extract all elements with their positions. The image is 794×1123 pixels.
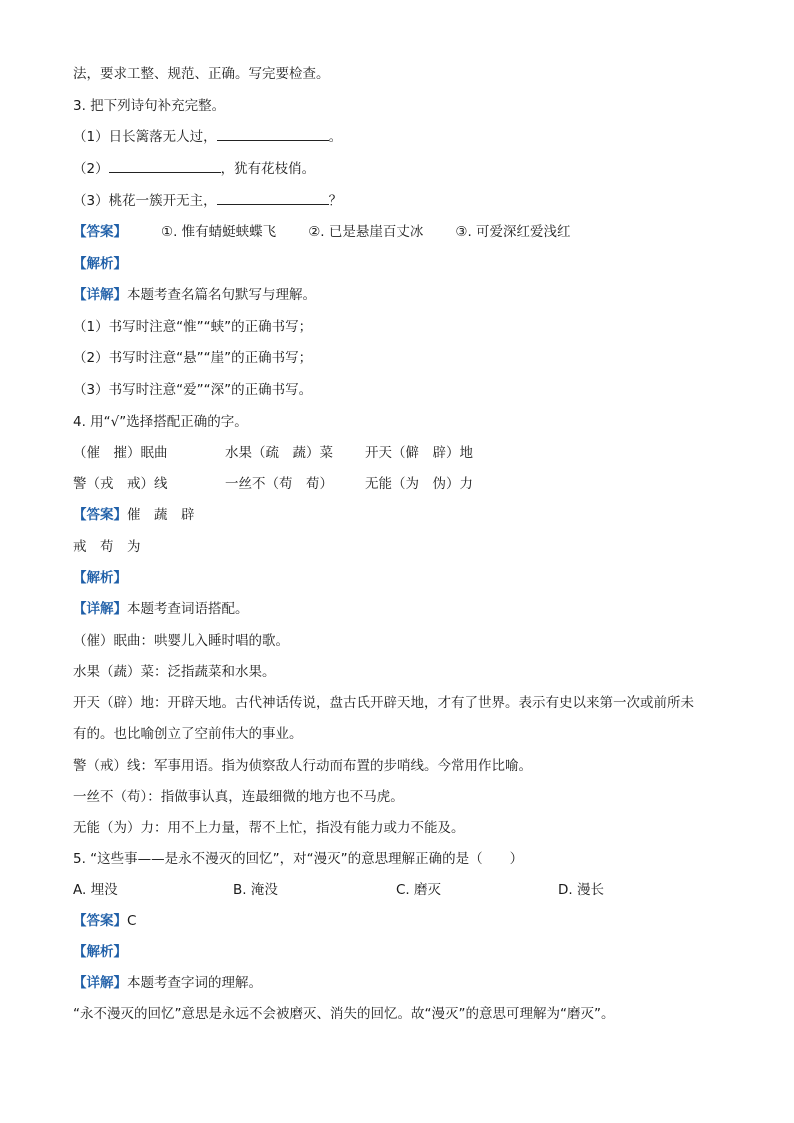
fill-blank [109,159,221,173]
answer-tag: 【答案】 [73,913,127,929]
answer-tag: 【答案】 [73,224,127,240]
analysis-label: 【解析】 [73,944,127,960]
question-4-detail [73,599,249,619]
question-4-title: 4. 用“√”选择搭配正确的字。 [73,414,248,430]
detail-tag: 【详解】 [73,975,127,991]
detail-line: 有的。也比喻创立了空前伟大的事业。 [73,726,303,742]
choice-item: 一丝不（苟 荀） [225,476,333,492]
option-a: A. 埋没 [73,882,118,898]
item-text: （1）日长篱落无人过， [73,129,217,145]
option-d: D. 漫长 [558,882,604,898]
detail-text: 本题考查字词的理解。 [127,975,262,991]
detail-tag: 【详解】 [73,287,127,303]
detail-line: （1）书写时注意“惟”“蛱”的正确书写； [73,319,313,335]
analysis-tag [73,942,127,962]
choice-item: （催 摧）眠曲 [73,445,168,461]
question-3-item-1 [73,127,342,147]
answer-1: ①. 惟有蜻蜓蛱蝶飞 [161,224,277,240]
choice-item: 无能（为 伪）力 [365,476,473,492]
option-b: B. 淹没 [233,882,278,898]
fill-blank [217,127,329,141]
answer-line: 戒 苟 为 [73,539,141,555]
detail-line: （2）书写时注意“悬”“崖”的正确书写； [73,350,313,366]
fill-blank [217,191,329,205]
question-5-detail [73,973,262,993]
detail-tag: 【详解】 [73,601,127,617]
choice-item: 开天（僻 辟）地 [365,445,473,461]
detail-line: （催）眠曲：哄婴儿入睡时唱的歌。 [73,633,289,649]
question-5-answer [73,911,136,931]
detail-line: 一丝不（苟）：指做事认真，连最细微的地方也不马虎。 [73,789,404,805]
choice-item: 水果（疏 蔬）菜 [225,445,333,461]
analysis-tag [73,568,127,588]
answer-text: C [127,913,137,929]
detail-line: 水果（蔬）菜：泛指蔬菜和水果。 [73,664,276,680]
answer-2: ②. 已是悬崖百丈冰 [308,224,424,240]
question-3-title: 3. 把下列诗句补充完整。 [73,98,226,114]
item-text: 。 [328,129,343,145]
text-line: 法，要求工整、规范、正确。写完要检查。 [73,66,330,82]
question-3-detail [73,285,316,305]
detail-line: 警（戒）线：军事用语。指为侦察敌人行动而布置的步哨线。今常用作比喻。 [73,758,532,774]
item-text: （3）桃花一簇开无主， [73,193,217,209]
item-text: ，犹有花枝俏。 [220,161,316,177]
question-4-row-2 [73,474,473,494]
analysis-label: 【解析】 [73,256,127,272]
answer-text: 催 蔬 辟 [127,507,195,523]
answer-3: ③. 可爱深红爱浅红 [455,224,571,240]
choice-item: 警（戎 戒）线 [73,476,168,492]
question-4-row-1 [73,443,473,463]
detail-line: （3）书写时注意“爱”“深”的正确书写。 [73,382,313,398]
question-5-title: 5. “这些事——是永不漫灭的回忆”，对“漫灭”的意思理解正确的是（ ） [73,851,524,867]
detail-line: “永不漫灭的回忆”意思是永远不会被磨灭、消失的回忆。故“漫灭”的意思可理解为“磨灭”。 [73,1006,615,1022]
analysis-label: 【解析】 [73,570,127,586]
option-c: C. 磨灭 [396,882,442,898]
question-3-item-3 [73,191,342,211]
question-4-answer [73,505,195,525]
question-5-options [73,880,604,900]
detail-line: 无能（为）力：用不上力量，帮不上忙，指没有能力或力不能及。 [73,820,465,836]
question-3-answer [73,222,571,242]
item-text: ？ [328,193,343,209]
detail-line: 开天（辟）地：开辟天地。古代神话传说，盘古氏开辟天地，才有了世界。表示有史以来第一次或前所未 [73,695,694,711]
item-text: （2） [73,161,109,177]
question-3-item-2 [73,159,315,179]
detail-text: 本题考查名篇名句默写与理解。 [127,287,316,303]
analysis-tag [73,254,127,274]
detail-text: 本题考查词语搭配。 [127,601,249,617]
answer-tag: 【答案】 [73,507,127,523]
